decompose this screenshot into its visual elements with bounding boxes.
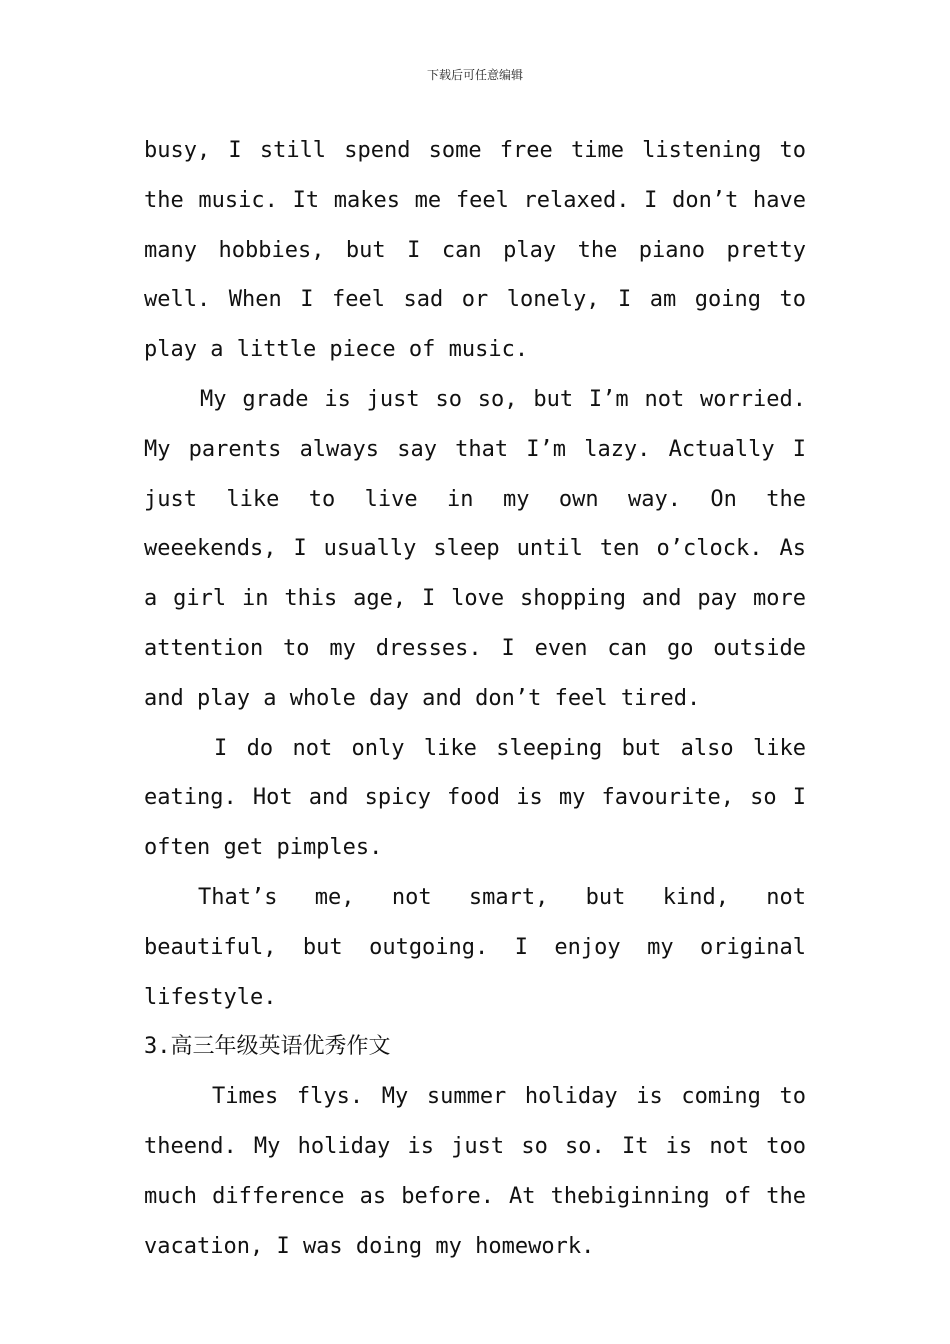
paragraph-grade: My grade is just so so, but I’m not worried. My parents always say that I’m lazy. Actually I just like to live in my own way. On the weeekends, I usually sleep until ten o’clock. As a girl in this age, I love shopping and pay more attention to my dresses. I even can go outside and play a whole day and don’t feel tired. (144, 386, 806, 711)
document-body (144, 126, 806, 1271)
paragraph-holiday: Times flys. My summer holiday is coming to theend. My holiday is just so so. It is not too much difference as before. At thebiginning of the vacation, I was doing my homework. (144, 1084, 806, 1259)
section-heading: 3.高三年级英语优秀作文 (144, 1034, 391, 1060)
paragraph-hobbies: busy, I still spend some free time listening to the music. It makes me feel relaxed. I don’t have many hobbies, but I can play the piano pretty well. When I feel sad or lonely, I am going to play a little piece of music. (144, 138, 806, 363)
paragraph-summary: That’s me, not smart, but kind, not beautiful, but outgoing. I enjoy my original lifestyle. (144, 884, 806, 1010)
page-header-note: 下载后可任意编辑 (426, 68, 523, 82)
paragraph-eating: I do not only like sleeping but also like eating. Hot and spicy food is my favourite, so I often get pimples. (144, 735, 806, 861)
